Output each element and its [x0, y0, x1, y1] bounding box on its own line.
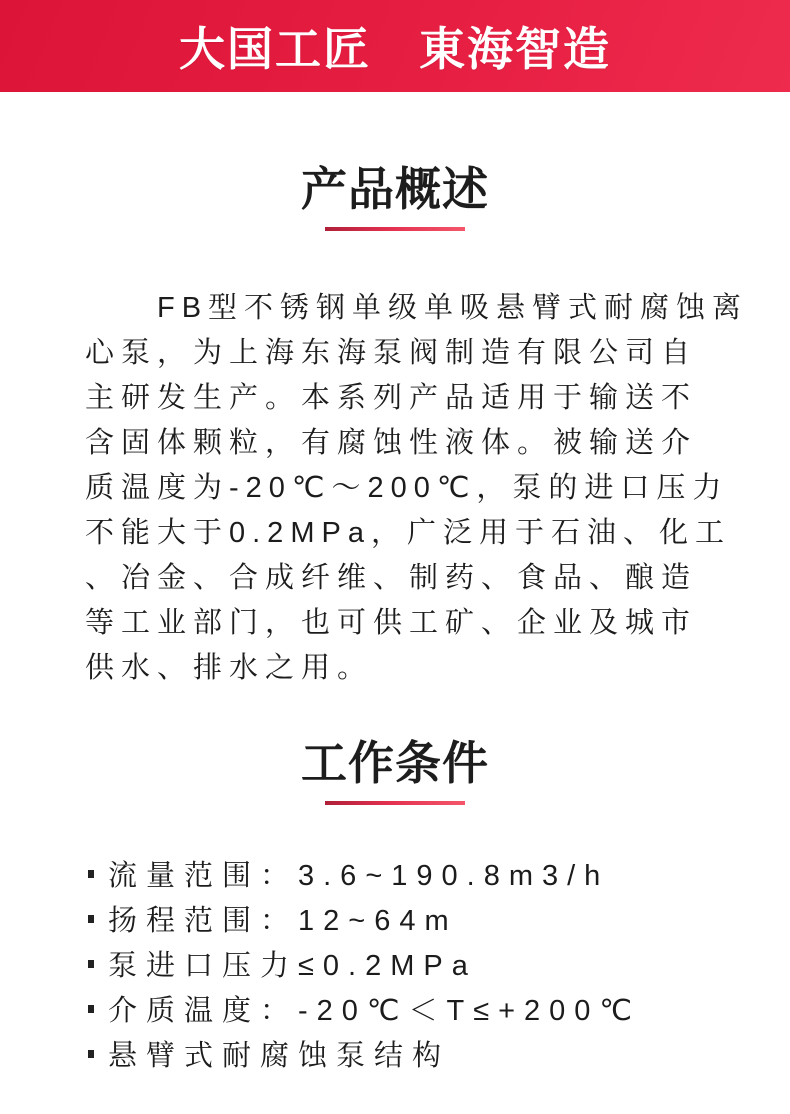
overview-paragraph-line: 质温度为-20℃～200℃，泵的进口压力 [85, 472, 729, 504]
bullet-dot-icon [88, 870, 94, 878]
overview-paragraph-line: 主研发生产。本系列产品适用于输送不 [85, 382, 698, 414]
banner-slogan: 大国工匠 東海智造 [179, 23, 611, 75]
conditions-title: 工作条件 [301, 737, 489, 789]
header-banner [0, 0, 790, 92]
overview-paragraph-line: 不能大于0.2MPa，广泛用于石油、化工 [85, 517, 731, 549]
condition-item [88, 1031, 790, 1076]
title-underline [325, 227, 465, 231]
condition-text: 泵进口压力≤0.2MPa [108, 950, 477, 982]
bullet-dot-icon [88, 960, 94, 968]
working-conditions-section [0, 736, 790, 1076]
overview-paragraph-line: 、冶金、合成纤维、制药、食品、酿造 [85, 562, 698, 594]
overview-heading [0, 162, 790, 231]
overview-paragraph-line: 等工业部门，也可供工矿、企业及城市 [85, 607, 698, 639]
condition-item [88, 941, 790, 986]
overview-paragraph [85, 286, 749, 691]
condition-item [88, 986, 790, 1031]
product-overview-section [0, 162, 790, 691]
conditions-list [0, 851, 790, 1076]
condition-item [88, 851, 790, 896]
bullet-dot-icon [88, 1005, 94, 1013]
overview-paragraph-line: FB型不锈钢单级单吸悬臂式耐腐蚀离 [85, 292, 749, 324]
overview-paragraph-line: 含固体颗粒，有腐蚀性液体。被输送介 [85, 427, 698, 459]
bullet-dot-icon [88, 915, 94, 923]
overview-title: 产品概述 [301, 163, 489, 215]
condition-text: 悬臂式耐腐蚀泵结构 [108, 1040, 451, 1072]
overview-paragraph-line: 供水、排水之用。 [85, 652, 374, 684]
bullet-dot-icon [88, 1050, 94, 1058]
conditions-heading [0, 736, 790, 805]
overview-paragraph-line: 心泵，为上海东海泵阀制造有限公司自 [85, 337, 698, 369]
condition-text: 流量范围：3.6~190.8m3/h [108, 860, 610, 892]
condition-item [88, 896, 790, 941]
title-underline [325, 801, 465, 805]
condition-text: 扬程范围：12~64m [108, 905, 458, 937]
condition-text: 介质温度：-20℃＜T≤+200℃ [108, 995, 642, 1027]
